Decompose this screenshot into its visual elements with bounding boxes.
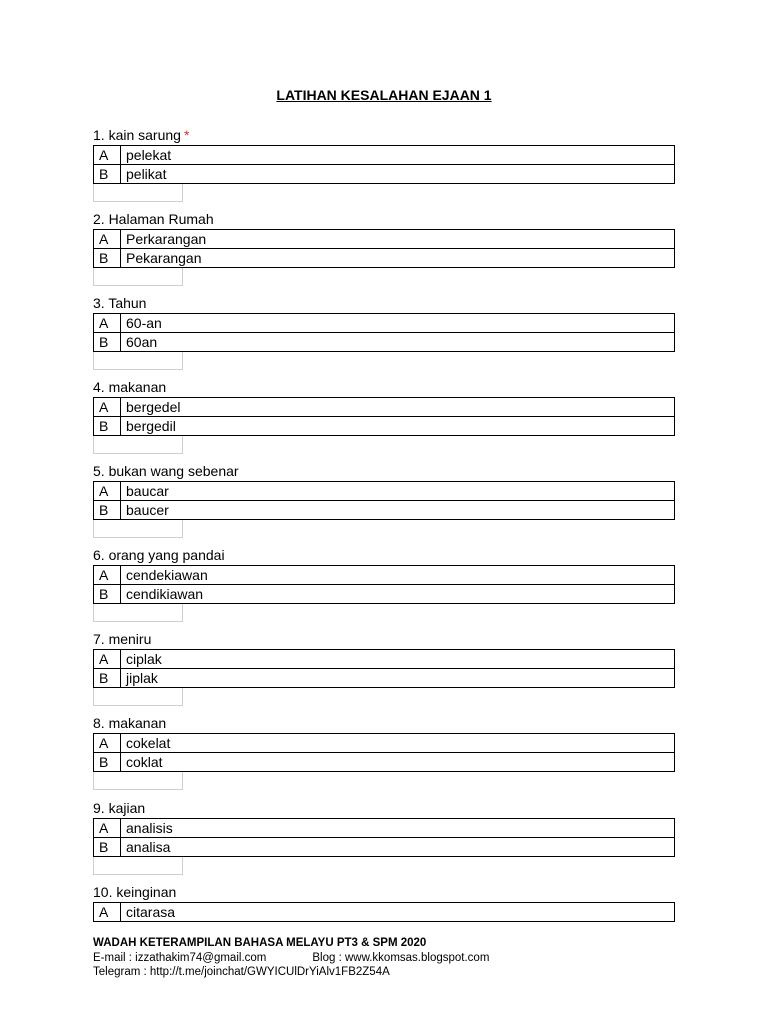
option-text: Perkarangan [121, 230, 675, 249]
answer-field[interactable] [93, 857, 183, 875]
option-letter: A [94, 566, 121, 585]
question-1 [93, 125, 675, 202]
option-letter: B [94, 417, 121, 436]
option-text: pelekat [121, 146, 675, 165]
option-text: 60an [121, 333, 675, 352]
option-letter: A [94, 482, 121, 501]
option-row-b[interactable] [94, 669, 675, 688]
option-row-b[interactable] [94, 249, 675, 268]
required-asterisk: * [183, 127, 190, 143]
question-8 [93, 713, 675, 790]
option-row-b[interactable] [94, 585, 675, 604]
option-letter: B [94, 249, 121, 268]
answer-field[interactable] [93, 268, 183, 286]
option-text: bergedel [121, 398, 675, 417]
option-row-b[interactable] [94, 417, 675, 436]
question-label: 7. meniru [93, 631, 152, 647]
option-text: cendekiawan [121, 566, 675, 585]
question-label: 1. kain sarung [93, 127, 181, 143]
option-row-a[interactable] [94, 650, 675, 669]
option-letter: B [94, 838, 121, 857]
options-table [93, 229, 675, 268]
options-table [93, 313, 675, 352]
answer-field[interactable] [93, 772, 183, 790]
question-label: 3. Tahun [93, 295, 147, 311]
footer-contact-line [93, 951, 489, 966]
option-row-a[interactable] [94, 903, 675, 922]
option-row-a[interactable] [94, 482, 675, 501]
option-text: citarasa [121, 903, 675, 922]
option-text: analisis [121, 819, 675, 838]
option-text: bergedil [121, 417, 675, 436]
options-table [93, 818, 675, 857]
option-row-a[interactable] [94, 398, 675, 417]
question-label: 2. Halaman Rumah [93, 211, 214, 227]
option-row-b[interactable] [94, 838, 675, 857]
option-row-b[interactable] [94, 165, 675, 184]
options-table [93, 481, 675, 520]
option-letter: B [94, 333, 121, 352]
option-text: cokelat [121, 734, 675, 753]
answer-field[interactable] [93, 352, 183, 370]
option-letter: A [94, 314, 121, 333]
option-letter: B [94, 501, 121, 520]
option-text: pelikat [121, 165, 675, 184]
option-letter: A [94, 398, 121, 417]
option-text: baucer [121, 501, 675, 520]
footer-heading: WADAH KETERAMPILAN BAHASA MELAYU PT3 & SPM 2020 [93, 937, 427, 949]
option-text: Pekarangan [121, 249, 675, 268]
option-letter: B [94, 165, 121, 184]
options-table [93, 649, 675, 688]
option-text: ciplak [121, 650, 675, 669]
options-table [93, 733, 675, 772]
option-letter: A [94, 819, 121, 838]
option-row-a[interactable] [94, 314, 675, 333]
answer-field[interactable] [93, 520, 183, 538]
option-row-a[interactable] [94, 819, 675, 838]
option-letter: A [94, 903, 121, 922]
footer-telegram[interactable]: Telegram : http://t.me/joinchat/GWYICUlDrYiAlv1FB2Z54A [93, 966, 390, 978]
question-label: 9. kajian [93, 800, 146, 816]
option-row-b[interactable] [94, 333, 675, 352]
page-title: LATIHAN KESALAHAN EJAAN 1 [276, 87, 492, 103]
question-6 [93, 545, 675, 622]
question-2 [93, 209, 675, 286]
question-label: 8. makanan [93, 715, 167, 731]
option-text: analisa [121, 838, 675, 857]
option-text: cendikiawan [121, 585, 675, 604]
option-text: baucar [121, 482, 675, 501]
question-9 [93, 798, 675, 875]
question-10 [93, 882, 675, 922]
options-table [93, 902, 675, 922]
option-row-b[interactable] [94, 501, 675, 520]
option-letter: B [94, 585, 121, 604]
question-4 [93, 377, 675, 454]
option-letter: A [94, 146, 121, 165]
question-7 [93, 629, 675, 706]
option-letter: A [94, 650, 121, 669]
footer-email[interactable]: E-mail : izzathakim74@gmail.com [93, 951, 267, 964]
option-row-b[interactable] [94, 753, 675, 772]
question-label: 10. keinginan [93, 884, 177, 900]
footer-blog[interactable]: Blog : www.kkomsas.blogspot.com [312, 951, 490, 964]
question-label: 4. makanan [93, 379, 167, 395]
options-table [93, 145, 675, 184]
option-letter: A [94, 230, 121, 249]
option-row-a[interactable] [94, 566, 675, 585]
answer-field[interactable] [93, 184, 183, 202]
question-3 [93, 293, 675, 370]
answer-field[interactable] [93, 688, 183, 706]
options-table [93, 565, 675, 604]
option-text: jiplak [121, 669, 675, 688]
option-row-a[interactable] [94, 734, 675, 753]
question-label: 5. bukan wang sebenar [93, 463, 239, 479]
option-text: coklat [121, 753, 675, 772]
page-footer [93, 936, 489, 980]
option-letter: B [94, 669, 121, 688]
options-table [93, 397, 675, 436]
answer-field[interactable] [93, 604, 183, 622]
option-letter: B [94, 753, 121, 772]
question-label: 6. orang yang pandai [93, 547, 225, 563]
answer-field[interactable] [93, 436, 183, 454]
option-row-a[interactable] [94, 146, 675, 165]
option-row-a[interactable] [94, 230, 675, 249]
question-5 [93, 461, 675, 538]
option-text: 60-an [121, 314, 675, 333]
option-letter: A [94, 734, 121, 753]
